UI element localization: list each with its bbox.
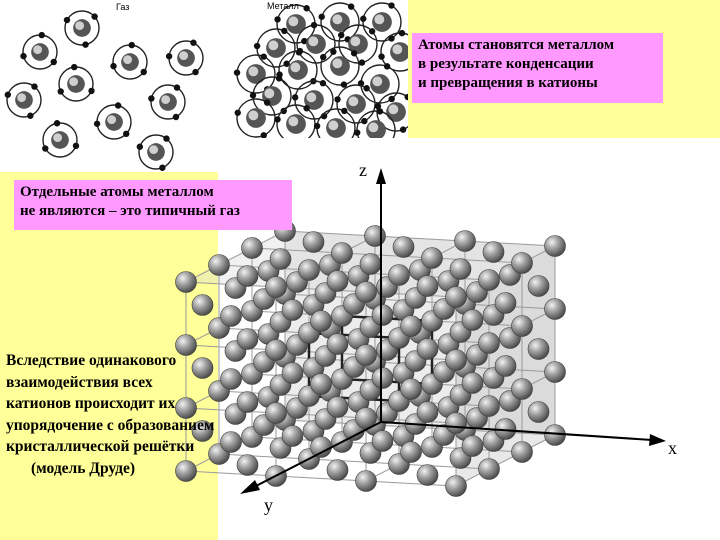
description-line-5: кристаллической решётки — [6, 438, 195, 455]
condensation-line-2: в результате конденсации — [418, 56, 594, 72]
lattice-cation — [512, 253, 533, 274]
lattice-cation — [356, 471, 377, 492]
lattice-cation — [495, 293, 516, 314]
lattice-cation — [237, 329, 258, 350]
lattice-cation — [282, 363, 303, 384]
condensation-line-3: и превращения в катионы — [418, 75, 598, 91]
lattice-cation — [266, 403, 287, 424]
lattice-cation — [282, 300, 303, 321]
lattice-cation — [282, 426, 303, 447]
lattice-cation — [528, 276, 549, 297]
lattice-cation — [372, 431, 393, 452]
lattice-cation — [417, 402, 438, 423]
lattice-cation — [401, 379, 422, 400]
lattice-cation — [266, 277, 287, 298]
lattice-cation — [446, 413, 467, 434]
lattice-cation — [299, 260, 320, 281]
lattice-cation — [462, 310, 483, 331]
x-axis-label: x — [668, 438, 677, 458]
lattice-cation — [311, 311, 332, 332]
lattice-cation — [242, 238, 263, 259]
x-axis-arrow — [649, 434, 666, 446]
lattice-cation — [545, 362, 566, 383]
lattice-cation — [356, 345, 377, 366]
lattice-cation — [462, 373, 483, 394]
lattice-cation — [528, 402, 549, 423]
lattice-cation — [512, 442, 533, 463]
lattice-cation — [221, 306, 242, 327]
lattice-cation — [446, 350, 467, 371]
gas-callout-line-2: не являются – это типичный газ — [20, 203, 240, 219]
lattice-cation — [417, 465, 438, 486]
description-line-3: катионов происходит их — [6, 395, 176, 412]
lattice-cation — [311, 374, 332, 395]
condensation-line-1: Атомы становятся металлом — [418, 37, 615, 53]
lattice-cation — [512, 379, 533, 400]
lattice-cation — [479, 459, 500, 480]
lattice-cation — [422, 248, 443, 269]
lattice-cation — [221, 432, 242, 453]
lattice-cation — [303, 232, 324, 253]
lattice-cation — [176, 272, 197, 293]
lattice-cation — [455, 231, 476, 252]
description — [6, 350, 214, 479]
lattice-cation — [417, 276, 438, 297]
condensation-callout — [412, 33, 663, 103]
lattice-cation — [237, 392, 258, 413]
lattice-cation — [479, 396, 500, 417]
lattice-cation — [372, 305, 393, 326]
gas-label: Газ — [116, 2, 130, 12]
lattice-cation — [311, 437, 332, 458]
description-line-4: упорядочение с образованием — [6, 416, 215, 434]
lattice-cation — [372, 368, 393, 389]
lattice-cation — [270, 249, 291, 270]
metal-label: Металл — [267, 1, 299, 11]
lattice-cation — [401, 316, 422, 337]
lattice-cation — [393, 237, 414, 258]
description-line-6: (модель Друде) — [31, 459, 136, 477]
lattice-cation — [483, 242, 504, 263]
lattice-cation — [360, 254, 381, 275]
lattice-cation — [545, 236, 566, 257]
lattice-cation — [479, 270, 500, 291]
lattice-cation — [237, 266, 258, 287]
lattice-cation — [192, 295, 213, 316]
lattice-cation — [237, 455, 258, 476]
lattice-cation — [401, 442, 422, 463]
lattice-cation — [327, 397, 348, 418]
lattice-cation — [450, 259, 471, 280]
y-axis-label: y — [264, 495, 273, 515]
lattice-cation — [327, 334, 348, 355]
lattice-cation — [221, 369, 242, 390]
y-axis-arrow — [240, 480, 260, 494]
lattice-cation — [446, 287, 467, 308]
lattice-cation — [495, 356, 516, 377]
lattice-cation — [389, 265, 410, 286]
lattice-cation — [356, 282, 377, 303]
lattice-cation — [512, 316, 533, 337]
z-axis-arrow — [376, 168, 386, 184]
description-line-1: Вследствие одинакового — [6, 352, 177, 369]
lattice-grid — [176, 221, 566, 497]
z-axis-label: z — [359, 160, 367, 180]
lattice-cation — [545, 299, 566, 320]
lattice-cation — [446, 476, 467, 497]
lattice-cation — [266, 340, 287, 361]
lattice-cation — [479, 333, 500, 354]
lattice-cation — [209, 255, 230, 276]
lattice-cation — [365, 226, 386, 247]
lattice-cation — [332, 243, 353, 264]
description-line-2: взаимодействия всех — [6, 373, 153, 391]
gas-callout — [14, 180, 292, 230]
lattice-cation — [327, 460, 348, 481]
lattice-cation — [417, 339, 438, 360]
gas-callout-line-1: Отдельные атомы металлом — [20, 184, 214, 200]
lattice-cation — [528, 339, 549, 360]
lattice-cation — [462, 436, 483, 457]
lattice-cation — [327, 271, 348, 292]
